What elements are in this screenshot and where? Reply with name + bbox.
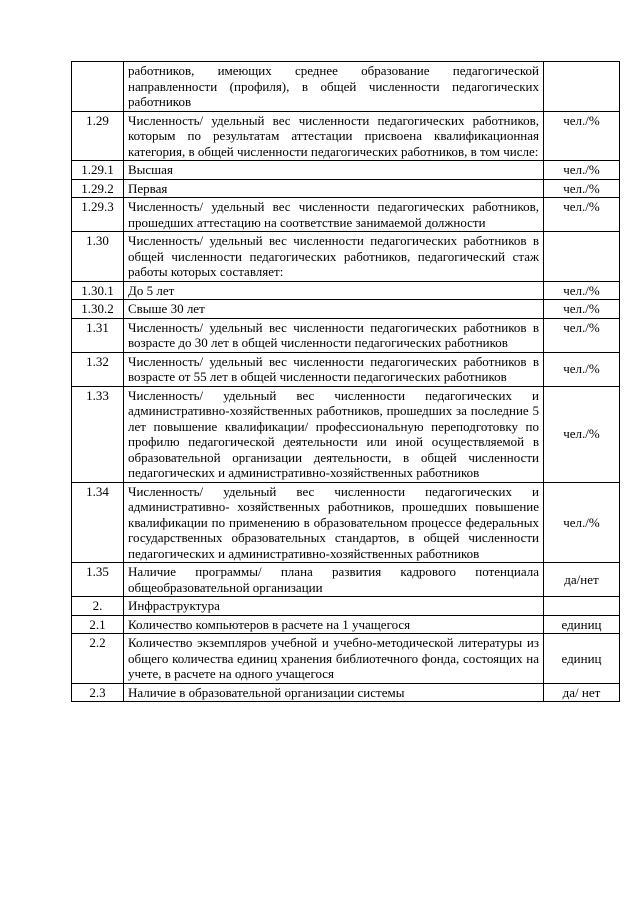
indicator-text: До 5 лет <box>124 281 544 300</box>
document-page <box>71 61 619 702</box>
indicator-text: Количество компьютеров в расчете на 1 учащегося <box>124 615 544 634</box>
row-number: 1.31 <box>72 318 124 352</box>
indicator-text: Наличие в образовательной организации системы <box>124 683 544 702</box>
indicator-text: Численность/ удельный вес численности педагогических работников в общей численности педагогических работников, педагогический стаж работы которых составляет: <box>124 232 544 282</box>
unit-of-measure: чел./% <box>544 281 620 300</box>
unit-of-measure: чел./% <box>544 482 620 563</box>
unit-of-measure: да/ нет <box>544 683 620 702</box>
unit-of-measure <box>544 232 620 282</box>
unit-of-measure: единиц <box>544 615 620 634</box>
indicator-text: Свыше 30 лет <box>124 300 544 319</box>
table-row <box>72 281 620 300</box>
indicators-table <box>71 61 620 702</box>
indicator-text: Численность/ удельный вес численности педагогических и административно-хозяйственных работников, прошедших за последние 5 лет повышение квалификации/ профессиональную переподготовку по профилю педагогической деятельности или иной осуществляемой в образовательной организации деятельности, в общей численности педагогических и административно-хозяйственных работников <box>124 386 544 482</box>
indicator-text: Количество экземпляров учебной и учебно-методической литературы из общего количества единиц хранения библиотечного фонда, состоящих на учете, в расчете на одного учащегося <box>124 634 544 684</box>
row-number: 1.33 <box>72 386 124 482</box>
indicator-text: Инфраструктура <box>124 597 544 616</box>
unit-of-measure <box>544 597 620 616</box>
unit-of-measure: чел./% <box>544 300 620 319</box>
unit-of-measure: да/нет <box>544 563 620 597</box>
unit-of-measure: чел./% <box>544 386 620 482</box>
unit-of-measure: чел./% <box>544 179 620 198</box>
table-row <box>72 232 620 282</box>
row-number: 1.29.3 <box>72 198 124 232</box>
indicator-text: Высшая <box>124 161 544 180</box>
table-row <box>72 634 620 684</box>
row-number: 2.3 <box>72 683 124 702</box>
unit-of-measure: чел./% <box>544 198 620 232</box>
table-row <box>72 482 620 563</box>
row-number: 1.29 <box>72 111 124 161</box>
unit-of-measure: чел./% <box>544 111 620 161</box>
table-row <box>72 352 620 386</box>
indicator-text: Численность/ удельный вес численности педагогических работников в возрасте от 55 лет в общей численности педагогических работников <box>124 352 544 386</box>
table-row <box>72 300 620 319</box>
table-row <box>72 615 620 634</box>
table-row <box>72 683 620 702</box>
row-number: 1.30.1 <box>72 281 124 300</box>
indicator-text: Численность/ удельный вес численности педагогических и административно- хозяйственных работников, прошедших повышение квалификации по применению в образовательном процессе федеральных государственных образовательных стандартов, в общей численности педагогических и административно-хозяйственных работников <box>124 482 544 563</box>
table-row <box>72 386 620 482</box>
unit-of-measure: чел./% <box>544 352 620 386</box>
row-number: 2. <box>72 597 124 616</box>
indicator-text: Первая <box>124 179 544 198</box>
row-number: 1.30.2 <box>72 300 124 319</box>
row-number: 1.35 <box>72 563 124 597</box>
table-row <box>72 597 620 616</box>
table-row <box>72 198 620 232</box>
indicators-table-body <box>72 62 620 702</box>
unit-of-measure: единиц <box>544 634 620 684</box>
row-number <box>72 62 124 112</box>
table-row <box>72 563 620 597</box>
unit-of-measure <box>544 62 620 112</box>
row-number: 1.29.1 <box>72 161 124 180</box>
table-row <box>72 111 620 161</box>
row-number: 2.2 <box>72 634 124 684</box>
indicator-text: работников, имеющих среднее образование педагогической направленности (профиля), в общей численности педагогических работников <box>124 62 544 112</box>
unit-of-measure: чел./% <box>544 161 620 180</box>
table-row <box>72 161 620 180</box>
table-row <box>72 318 620 352</box>
indicator-text: Численность/ удельный вес численности педагогических работников, прошедших аттестацию на соответствие занимаемой должности <box>124 198 544 232</box>
row-number: 1.34 <box>72 482 124 563</box>
indicator-text: Наличие программы/ плана развития кадрового потенциала общеобразовательной организации <box>124 563 544 597</box>
table-row <box>72 62 620 112</box>
indicator-text: Численность/ удельный вес численности педагогических работников в возрасте до 30 лет в общей численности педагогических работников <box>124 318 544 352</box>
row-number: 1.32 <box>72 352 124 386</box>
row-number: 2.1 <box>72 615 124 634</box>
row-number: 1.29.2 <box>72 179 124 198</box>
indicator-text: Численность/ удельный вес численности педагогических работников, которым по результатам аттестации присвоена квалификационная категория, в общей численности педагогических работников, в том числе: <box>124 111 544 161</box>
unit-of-measure: чел./% <box>544 318 620 352</box>
row-number: 1.30 <box>72 232 124 282</box>
table-row <box>72 179 620 198</box>
